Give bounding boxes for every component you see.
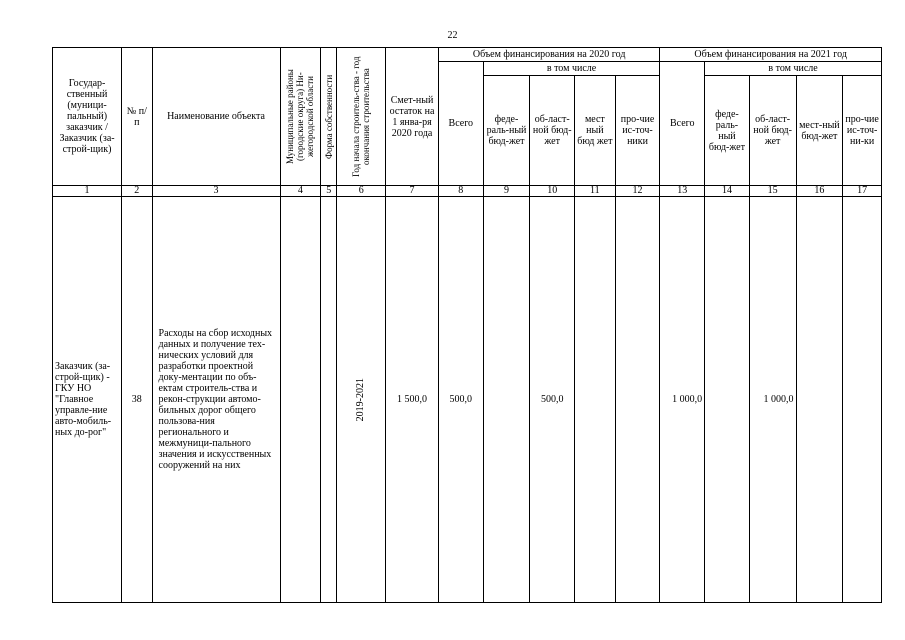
header-regional-2021: об-ласт-ной бюд-жет xyxy=(749,76,796,186)
header-customer: Государ-ственный (муници-пальный) заказчик /Заказчик (за-строй-щик) xyxy=(53,48,122,186)
page-number: 22 xyxy=(447,30,458,41)
header-other-2020: про-чие ис-точ-ники xyxy=(615,76,660,186)
row-other-2021 xyxy=(843,197,882,603)
row-local-2020 xyxy=(575,197,616,603)
header-districts: Муниципальные районы (городские округа) Ни-жегородской области xyxy=(280,48,321,186)
column-number: 13 xyxy=(660,186,705,197)
header-estimated-balance: Смет-ный остаток на 1 янва-ря 2020 года xyxy=(386,48,439,186)
column-number: 17 xyxy=(843,186,882,197)
row-federal-2020 xyxy=(483,197,530,603)
header-object-name: Наименование объекта xyxy=(152,48,280,186)
row-local-2021 xyxy=(796,197,843,603)
row-years: 2019-2021 xyxy=(337,197,386,603)
row-total-2021: 1 000,0 xyxy=(660,197,705,603)
column-number: 5 xyxy=(321,186,337,197)
column-number: 10 xyxy=(530,186,575,197)
header-including-2020: в том числе xyxy=(483,62,660,76)
header-federal-2020: феде-раль-ный бюд-жет xyxy=(483,76,530,186)
row-ownership xyxy=(321,197,337,603)
header-ownership: Форма собственности xyxy=(321,48,337,186)
header-including-2021: в том числе xyxy=(705,62,882,76)
financing-table xyxy=(52,47,882,603)
header-fin-2021: Объем финансирования на 2021 год xyxy=(660,48,882,62)
header-years: Год начала строитель-ства - год окончания строительства xyxy=(337,48,386,186)
table-row xyxy=(53,197,882,603)
header-number: № п/п xyxy=(122,48,152,186)
column-number: 1 xyxy=(53,186,122,197)
row-federal-2021 xyxy=(705,197,750,603)
column-number: 4 xyxy=(280,186,321,197)
row-regional-2021: 1 000,0 xyxy=(749,197,796,603)
header-local-2020: мест ный бюд жет xyxy=(575,76,616,186)
column-number: 11 xyxy=(575,186,616,197)
header-federal-2021: феде-раль-ный бюд-жет xyxy=(705,76,750,186)
column-number: 8 xyxy=(438,186,483,197)
header-total-2020: Всего xyxy=(438,62,483,186)
row-object-name: Расходы на сбор исходных данных и получение тех-нических условий для разработки проектной доку-ментации по объ-ектам строитель-ства и рекон-струкции автомо-бильных дорог общего пользова-ния регионального и межмуници-пального значения и искусственных сооружений на них xyxy=(152,197,280,603)
row-number: 38 xyxy=(122,197,152,603)
row-total-2020: 500,0 xyxy=(438,197,483,603)
column-number: 6 xyxy=(337,186,386,197)
header-other-2021: про-чие ис-точ-ни-ки xyxy=(843,76,882,186)
column-number: 2 xyxy=(122,186,152,197)
header-local-2021: мест-ный бюд-жет xyxy=(796,76,843,186)
column-number: 3 xyxy=(152,186,280,197)
row-other-2020 xyxy=(615,197,660,603)
column-number: 14 xyxy=(705,186,750,197)
row-regional-2020: 500,0 xyxy=(530,197,575,603)
column-number: 9 xyxy=(483,186,530,197)
column-number: 16 xyxy=(796,186,843,197)
column-number: 7 xyxy=(386,186,439,197)
header-total-2021: Всего xyxy=(660,62,705,186)
header-regional-2020: об-ласт-ной бюд-жет xyxy=(530,76,575,186)
row-district xyxy=(280,197,321,603)
column-number: 15 xyxy=(749,186,796,197)
column-number: 12 xyxy=(615,186,660,197)
header-fin-2020: Объем финансирования на 2020 год xyxy=(438,48,659,62)
row-customer: Заказчик (за-строй-щик) - ГКУ НО "Главное управле-ние авто-мобиль-ных до-рог" xyxy=(53,197,122,603)
row-estimated-balance: 1 500,0 xyxy=(386,197,439,603)
